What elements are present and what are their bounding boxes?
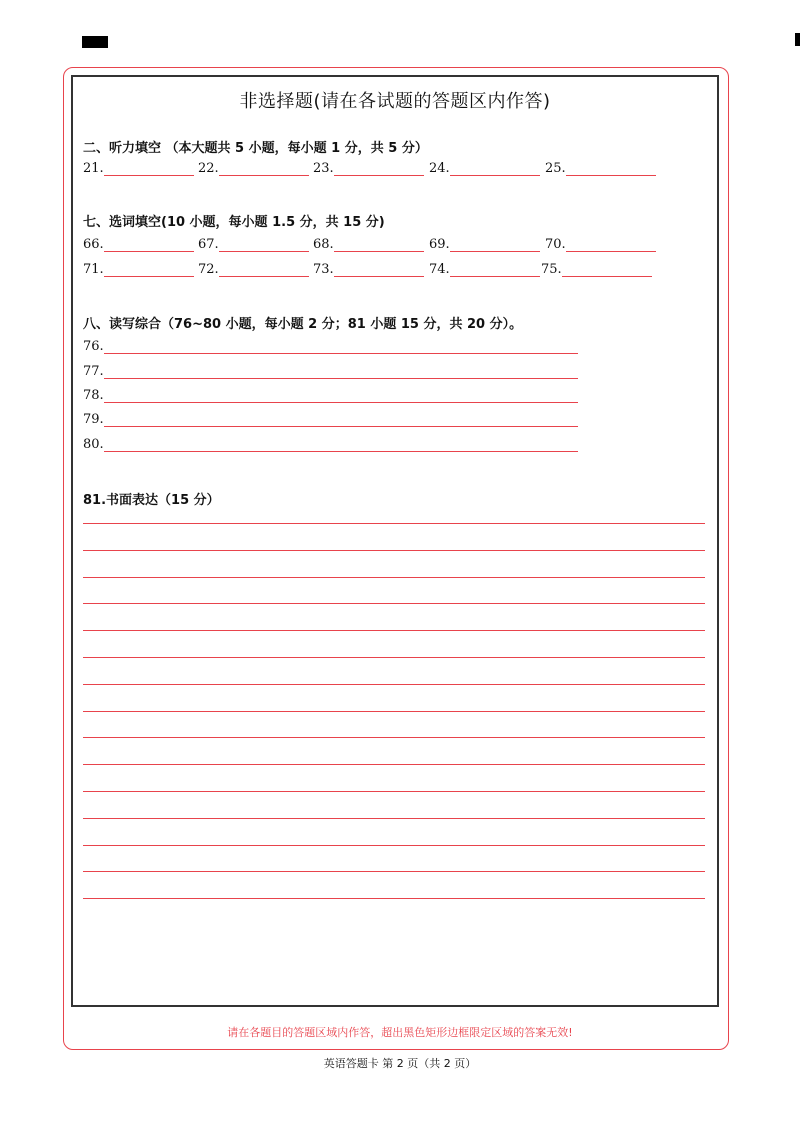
essay-line: [83, 898, 705, 899]
blank-23[interactable]: 23.: [313, 161, 424, 176]
answer-line-80[interactable]: 80.: [83, 437, 578, 452]
blank-69[interactable]: 69.: [429, 237, 540, 252]
essay-line: [83, 818, 705, 819]
essay-line: [83, 764, 705, 765]
essay-line: [83, 871, 705, 872]
blank-22[interactable]: 22.: [198, 161, 309, 176]
essay-line: [83, 630, 705, 631]
blank-75[interactable]: 75.: [541, 262, 652, 277]
blank-21[interactable]: 21.: [83, 161, 194, 176]
essay-line: [83, 791, 705, 792]
word-fill-heading: 七、选词填空(10 小题，每小题 1.5 分，共 15 分): [83, 215, 385, 230]
essay-line: [83, 684, 705, 685]
answer-line-76[interactable]: 76.: [83, 339, 578, 354]
page-title: 非选择题(请在各试题的答题区内作答): [239, 91, 551, 112]
registration-mark-right: [795, 33, 800, 46]
listening-heading: 二、听力填空 （本大题共 5 小题，每小题 1 分，共 5 分）: [83, 141, 428, 156]
blank-25[interactable]: 25.: [545, 161, 656, 176]
blank-72[interactable]: 72.: [198, 262, 309, 277]
essay-line: [83, 845, 705, 846]
essay-line: [83, 523, 705, 524]
blank-73[interactable]: 73.: [313, 262, 424, 277]
blank-24[interactable]: 24.: [429, 161, 540, 176]
essay-line: [83, 737, 705, 738]
essay-line: [83, 550, 705, 551]
answer-area-frame: [71, 75, 719, 1007]
page-footer: 英语答题卡 第 2 页（共 2 页）: [323, 1057, 477, 1070]
reading-writing-heading: 八、读写综合（76~80 小题，每小题 2 分；81 小题 15 分，共 20 分）。: [83, 317, 523, 332]
blank-74[interactable]: 74.: [429, 262, 540, 277]
blank-67[interactable]: 67.: [198, 237, 309, 252]
answer-line-79[interactable]: 79.: [83, 412, 578, 427]
answer-line-78[interactable]: 78.: [83, 388, 578, 403]
blank-70[interactable]: 70.: [545, 237, 656, 252]
answer-line-77[interactable]: 77.: [83, 364, 578, 379]
essay-line: [83, 577, 705, 578]
blank-71[interactable]: 71.: [83, 262, 194, 277]
essay-line: [83, 711, 705, 712]
boundary-warning: 请在各题目的答题区域内作答，超出黑色矩形边框限定区域的答案无效!: [227, 1026, 573, 1039]
essay-heading: 81.书面表达（15 分）: [83, 493, 220, 508]
blank-68[interactable]: 68.: [313, 237, 424, 252]
registration-mark-left: [82, 36, 108, 48]
essay-line: [83, 657, 705, 658]
blank-66[interactable]: 66.: [83, 237, 194, 252]
essay-line: [83, 603, 705, 604]
